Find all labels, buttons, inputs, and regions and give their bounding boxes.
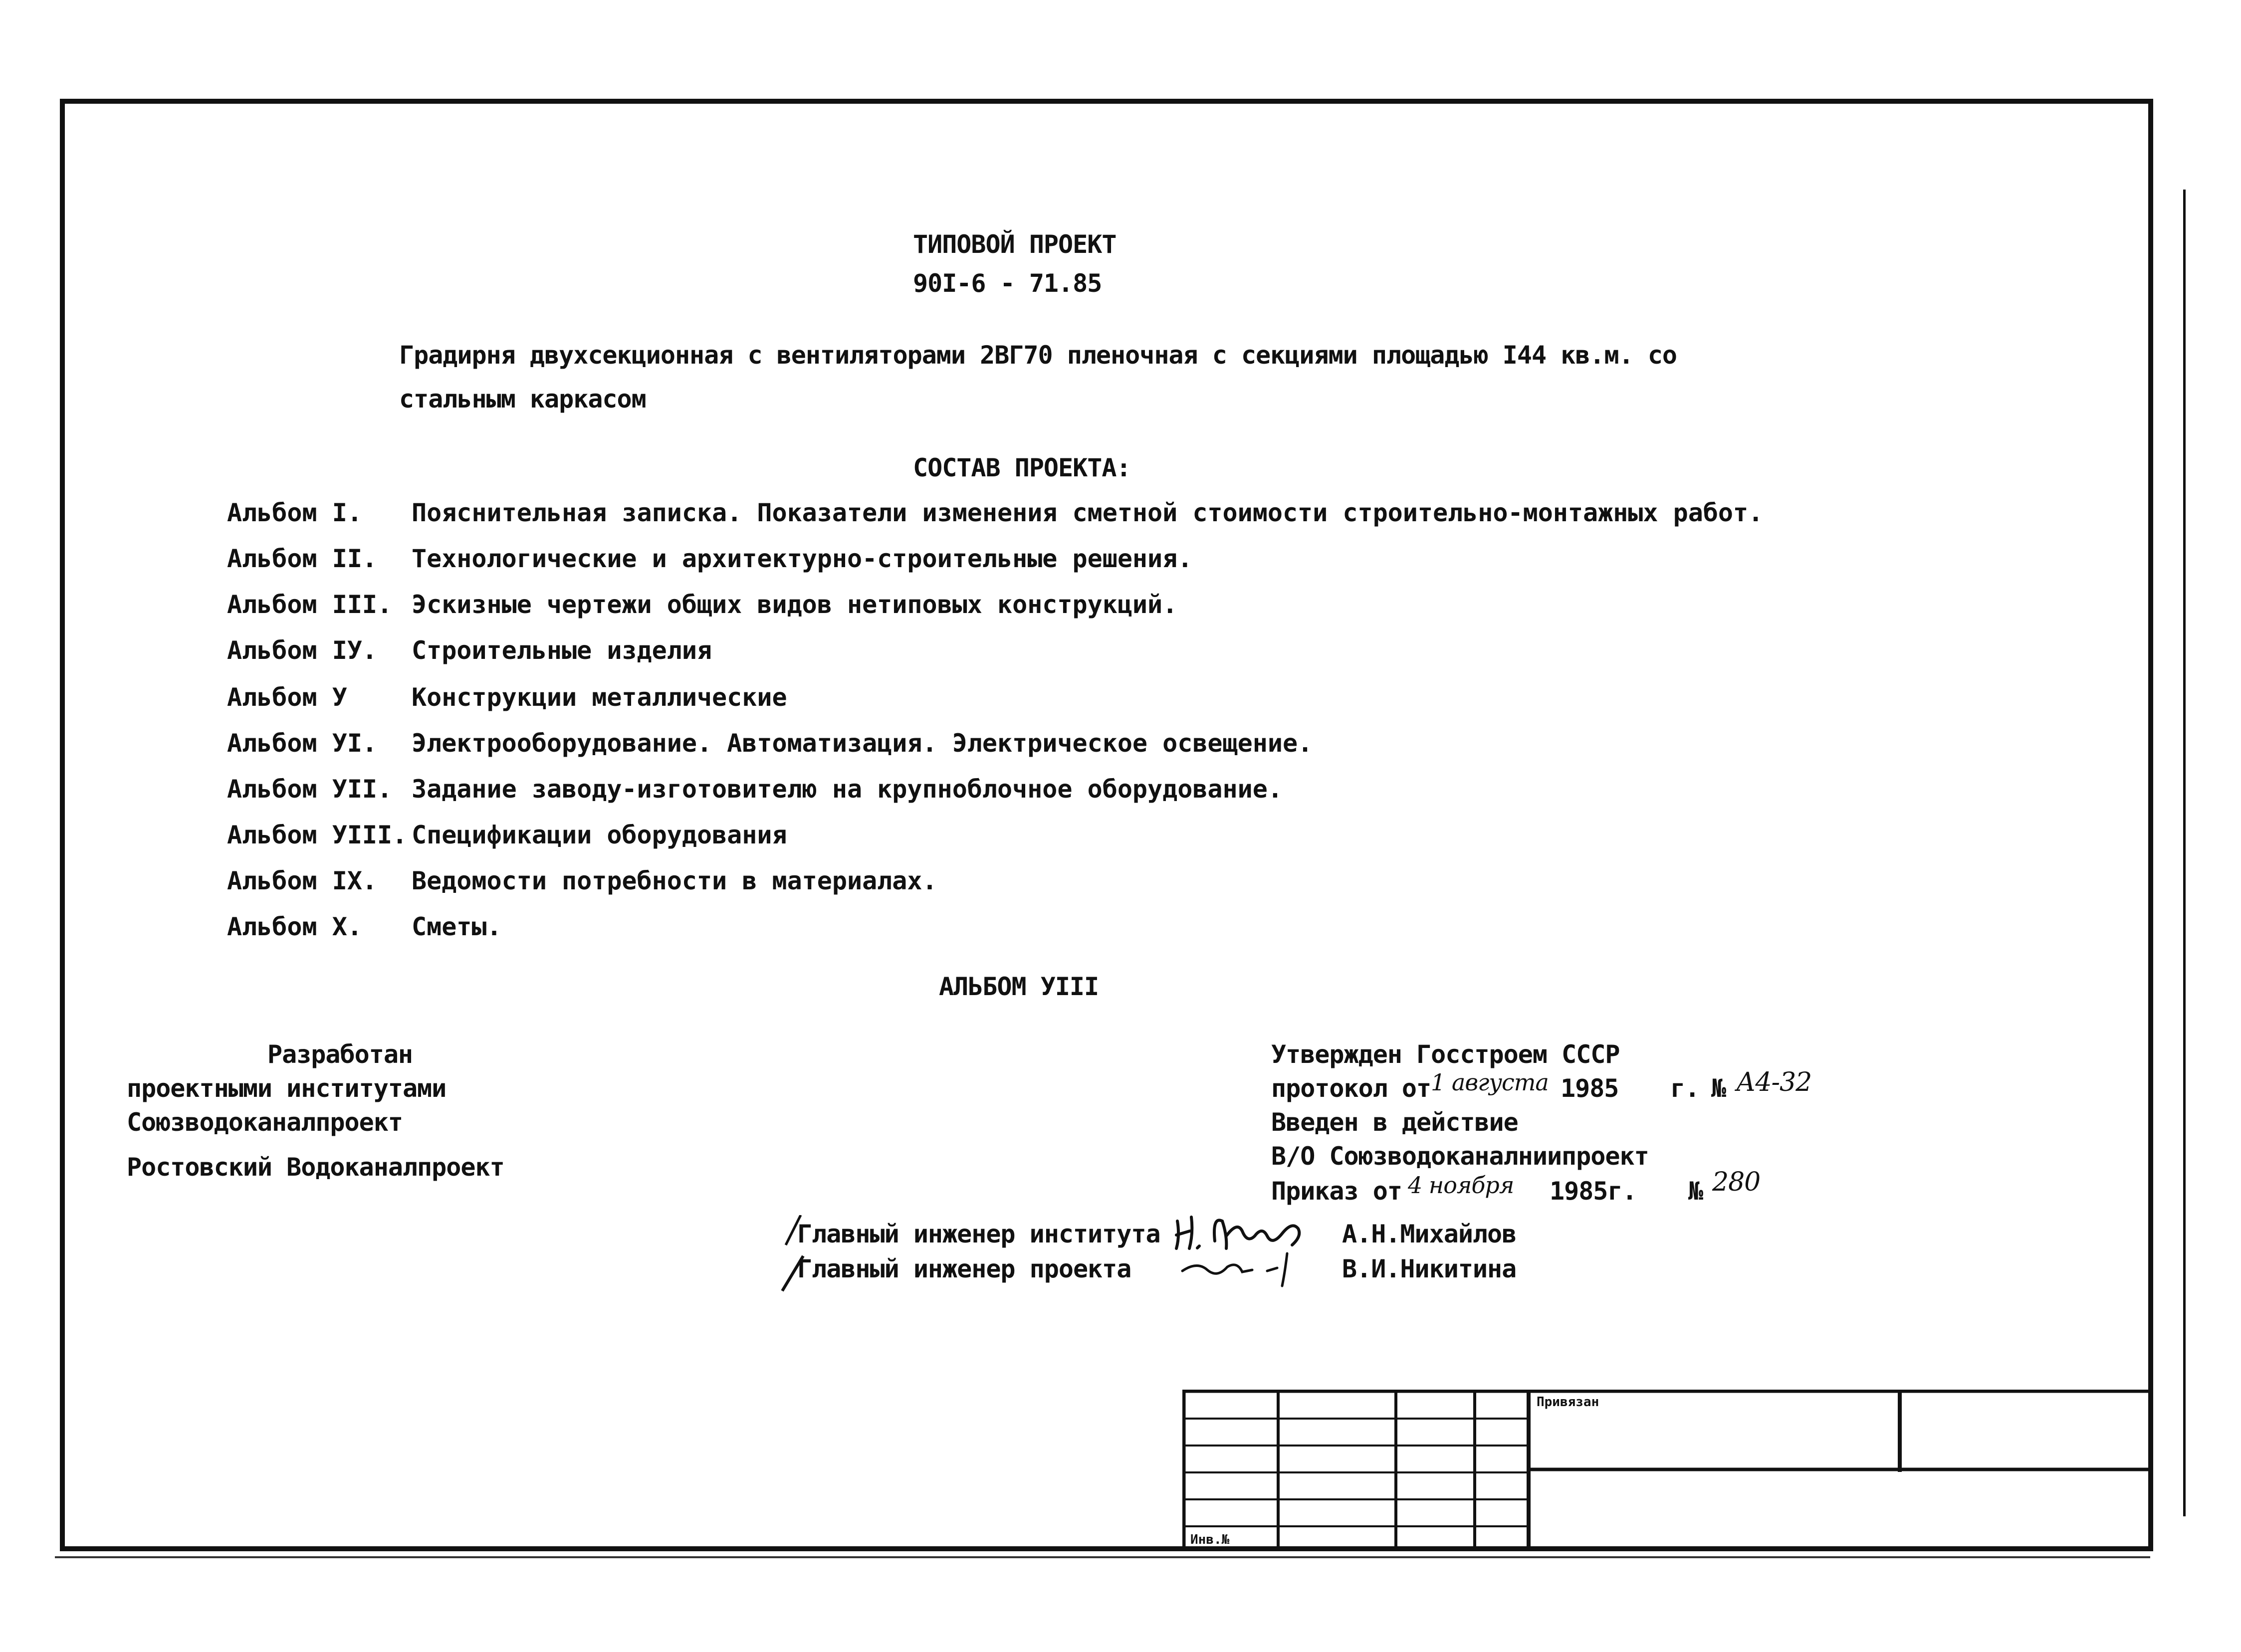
project-number: 90I-6 - 71.85: [913, 269, 1102, 298]
enacted-org: В/О Союзводоканалниипроект: [1271, 1142, 1649, 1171]
album-number: Альбом IУ.: [227, 636, 378, 665]
signature-name: А.Н.Михайлов: [1342, 1220, 1517, 1248]
approved-by: Утвержден Госстроем СССР: [1271, 1040, 1620, 1069]
album-number: Альбом УIII.: [227, 821, 408, 849]
project-subject-line1: Градирня двухсекционная с вентиляторами 2ВГ70 пленочная с секциями площадью I44 кв.м. со: [399, 341, 1677, 370]
album-number: Альбом УII.: [227, 775, 393, 804]
album-description: Спецификации оборудования: [412, 821, 787, 849]
project-subject-line2: стальным каркасом: [399, 385, 646, 413]
protocol-number-mark: №: [1711, 1074, 1726, 1103]
album-number: Альбом IX.: [227, 866, 378, 895]
project-type-title: ТИПОВОЙ ПРОЕКТ: [913, 230, 1117, 259]
album-description: Технологические и архитектурно-строительные решения.: [412, 544, 1193, 573]
album-description: Сметы.: [412, 912, 502, 941]
album-number: Альбом X.: [227, 912, 362, 941]
album-description: Эскизные чертежи общих видов нетиповых конструкций.: [412, 590, 1178, 619]
album-number: Альбом II.: [227, 544, 378, 573]
stamp-label-inventory: Инв.№: [1190, 1532, 1230, 1547]
sheet-edge-line: [2183, 190, 2186, 1516]
protocol-year: 1985: [1561, 1074, 1619, 1103]
enacted-label: Введен в действие: [1271, 1108, 1518, 1137]
contents-heading: СОСТАВ ПРОЕКТА:: [913, 453, 1131, 482]
album-number: Альбом УI.: [227, 729, 378, 758]
order-prefix: Приказ от: [1271, 1177, 1402, 1206]
protocol-number-handwritten: А4-32: [1736, 1067, 1812, 1097]
developed-by-label: Разработан: [267, 1040, 413, 1069]
album-description: Пояснительная записка. Показатели изменения сметной стоимости строительно-монтажных работ.: [412, 498, 1764, 527]
album-description: Электрооборудование. Автоматизация. Электрическое освещение.: [412, 729, 1313, 758]
order-year: 1985г.: [1550, 1177, 1637, 1206]
order-number-handwritten: 280: [1712, 1167, 1761, 1197]
protocol-g: г.: [1670, 1074, 1700, 1103]
sheet-bottom-line: [55, 1556, 2150, 1558]
developed-by-line: проектными институтами: [127, 1074, 447, 1103]
album-description: Задание заводу-изготовителю на крупноблочное оборудование.: [412, 775, 1283, 804]
order-number-mark: №: [1688, 1177, 1703, 1206]
current-album-title: АЛЬБОМ УIII: [939, 972, 1099, 1001]
stamp-label-attached: Привязан: [1537, 1395, 1599, 1410]
signature-name: В.И.Никитина: [1342, 1254, 1517, 1283]
album-number: Альбом I.: [227, 498, 362, 527]
title-block-stamp: [1182, 1390, 2153, 1551]
order-date-handwritten: 4 ноября: [1408, 1172, 1514, 1199]
signature-role: Главный инженер проекта: [797, 1254, 1131, 1283]
album-number: Альбом III.: [227, 590, 393, 619]
protocol-date-handwritten: 1 августа: [1431, 1069, 1549, 1096]
album-description: Ведомости потребности в материалах.: [412, 866, 937, 895]
protocol-prefix: протокол от: [1271, 1074, 1431, 1103]
developed-by-org: Союзводоканалпроект: [127, 1108, 403, 1137]
album-number: Альбом У: [227, 683, 347, 712]
handwritten-signature: [1167, 1206, 1327, 1291]
album-description: Конструкции металлические: [412, 683, 787, 712]
signature-role: Главный инженер института: [797, 1220, 1160, 1248]
developed-by-org: Ростовский Водоканалпроект: [127, 1153, 504, 1182]
album-description: Строительные изделия: [412, 636, 712, 665]
